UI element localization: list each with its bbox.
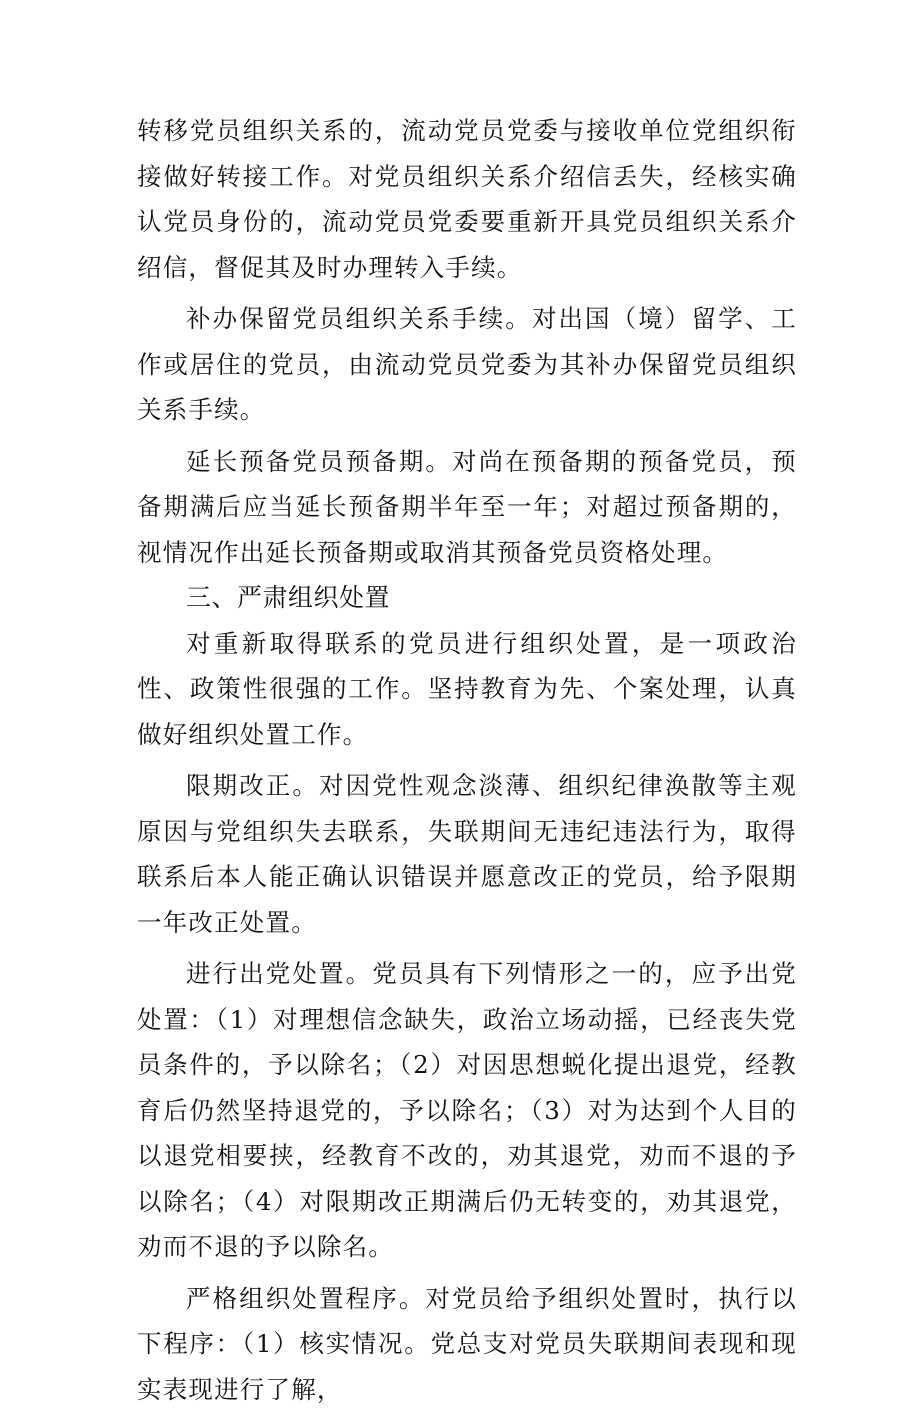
paragraph-extend-probation: 延长预备党员预备期。对尚在预备期的预备党员，预备期满后应当延长预备期半年至一年；对超过预备期的，视情况作出延长预备期或取消其预备党员资格处理。 <box>137 439 797 576</box>
paragraph-transfer-continuation: 转移党员组织关系的，流动党员党委与接收单位党组织衔接做好转接工作。对党员组织关系介绍信丢失，经核实确认党员身份的，流动党员党委要重新开具党员组织关系介绍信，督促其及时办理转入手续。 <box>137 108 797 290</box>
paragraph-procedure: 严格组织处置程序。对党员给予组织处置时，执行以下程序：（1）核实情况。党总支对党员失联期间表现和现实表现进行了解， <box>137 1276 797 1412</box>
document-body <box>137 108 797 1412</box>
paragraph-retain-relationship: 补办保留党员组织关系手续。对出国（境）留学、工作或居住的党员，由流动党员党委为其补办保留党员组织关系手续。 <box>137 296 797 433</box>
paragraph-expulsion: 进行出党处置。党员具有下列情形之一的，应予出党处置：（1）对理想信念缺失，政治立场动摇，已经丧失党员条件的，予以除名；（2）对因思想蜕化提出退党，经教育后仍然坚持退党的，予以除名；（3）对为达到个人目的以退党相要挟，经教育不改的，劝其退党，劝而不退的予以除名；（4）对限期改正期满后仍无转变的，劝其退党，劝而不退的予以除名。 <box>137 951 797 1270</box>
paragraph-section-intro: 对重新取得联系的党员进行组织处置，是一项政治性、政策性很强的工作。坚持教育为先、个案处理，认真做好组织处置工作。 <box>137 621 797 758</box>
section-heading-three: 三、严肃组织处置 <box>137 575 797 621</box>
paragraph-deadline-correction: 限期改正。对因党性观念淡薄、组织纪律涣散等主观原因与党组织失去联系，失联期间无违纪违法行为，取得联系后本人能正确认识错误并愿意改正的党员，给予限期一年改正处置。 <box>137 763 797 945</box>
